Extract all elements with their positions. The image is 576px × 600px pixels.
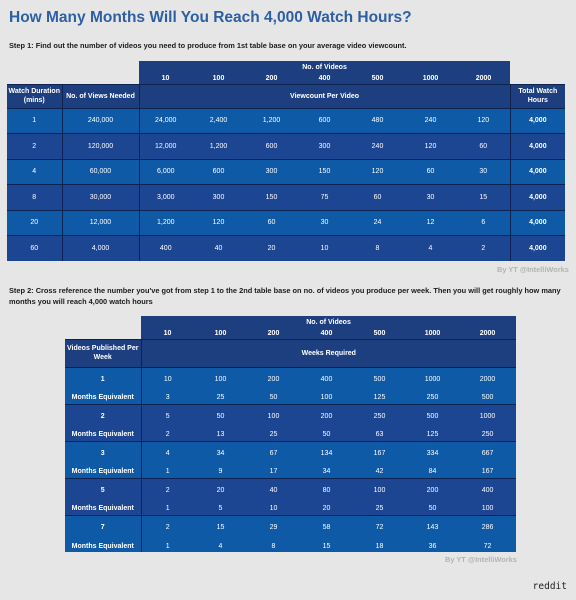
watch-duration-cell: 4	[7, 159, 62, 185]
weeks-cell: 5	[141, 404, 194, 429]
weeks-cell: 29	[247, 515, 300, 540]
weeks-cell: 34	[194, 441, 247, 466]
watch-duration-cell: 8	[7, 185, 62, 211]
weeks-cell: 100	[247, 404, 300, 429]
weeks-cell: 15	[194, 515, 247, 540]
months-row	[65, 503, 516, 515]
months-cell: 9	[194, 466, 247, 478]
weeks-cell: 1000	[406, 367, 459, 392]
weeks-cell: 20	[194, 478, 247, 503]
months-cell: 125	[406, 429, 459, 441]
months-cell: 63	[353, 429, 406, 441]
page-title: How Many Months Will You Reach 4,000 Watch Hours?	[9, 9, 412, 26]
viewcount-cell: 2	[457, 236, 510, 262]
weeks-cell: 667	[459, 441, 516, 466]
viewcount-cell: 1,200	[192, 134, 245, 160]
video-count-header: 400	[300, 328, 353, 339]
weeks-cell: 400	[459, 478, 516, 503]
viewcount-cell: 30	[298, 210, 351, 236]
video-count-header: 10	[141, 328, 194, 339]
months-cell: 500	[459, 392, 516, 404]
months-cell: 20	[300, 503, 353, 515]
months-cell: 250	[459, 429, 516, 441]
months-cell: 4	[194, 540, 247, 552]
months-cell: 3	[141, 392, 194, 404]
watch-duration-header: Watch Duration (mins)	[7, 84, 62, 108]
total-watch-hours-header: Total Watch Hours	[510, 84, 565, 108]
weeks-cell: 50	[194, 404, 247, 429]
reddit-watermark: reddit	[532, 581, 567, 592]
videos-per-week-cell: 1	[65, 367, 141, 392]
months-cell: 25	[247, 429, 300, 441]
video-count-header: 100	[194, 328, 247, 339]
watch-duration-cell: 2	[7, 134, 62, 160]
months-cell: 72	[459, 540, 516, 552]
total-watch-hours-cell: 4,000	[510, 108, 565, 134]
months-cell: 18	[353, 540, 406, 552]
viewcount-cell: 10	[298, 236, 351, 262]
viewcount-cell: 60	[245, 210, 298, 236]
viewcount-cell: 120	[404, 134, 457, 160]
video-count-header: 2000	[459, 328, 516, 339]
weeks-cell: 2000	[459, 367, 516, 392]
viewcount-cell: 120	[192, 210, 245, 236]
months-cell: 15	[300, 540, 353, 552]
video-count-header: 400	[298, 73, 351, 84]
months-cell: 1	[141, 540, 194, 552]
weeks-cell: 67	[247, 441, 300, 466]
videos-per-week-cell: 5	[65, 478, 141, 503]
months-row	[65, 429, 516, 441]
weeks-cell: 58	[300, 515, 353, 540]
months-cell: 5	[194, 503, 247, 515]
watch-duration-cell: 20	[7, 210, 62, 236]
months-equivalent-label: Months Equivalent	[65, 392, 141, 404]
months-cell: 25	[353, 503, 406, 515]
viewcount-cell: 150	[298, 159, 351, 185]
viewcount-cell: 6,000	[139, 159, 192, 185]
weeks-cell: 134	[300, 441, 353, 466]
months-cell: 13	[194, 429, 247, 441]
viewcount-cell: 600	[192, 159, 245, 185]
weeks-row	[65, 404, 516, 429]
viewcount-cell: 300	[245, 159, 298, 185]
weeks-row	[65, 441, 516, 466]
weeks-cell: 250	[353, 404, 406, 429]
viewcount-cell: 4	[404, 236, 457, 262]
months-row	[65, 540, 516, 552]
weeks-cell: 143	[406, 515, 459, 540]
total-watch-hours-cell: 4,000	[510, 236, 565, 262]
total-watch-hours-cell: 4,000	[510, 185, 565, 211]
weeks-cell: 100	[353, 478, 406, 503]
viewcount-cell: 30	[457, 159, 510, 185]
video-count-header: 2000	[457, 73, 510, 84]
weeks-cell: 80	[300, 478, 353, 503]
videos-per-week-cell: 7	[65, 515, 141, 540]
viewcount-cell: 600	[298, 108, 351, 134]
total-watch-hours-cell: 4,000	[510, 159, 565, 185]
weeks-cell: 334	[406, 441, 459, 466]
weeks-cell: 72	[353, 515, 406, 540]
credit-text: By YT @IntelliWorks	[445, 555, 517, 564]
viewcount-cell: 24,000	[139, 108, 192, 134]
weeks-cell: 2	[141, 515, 194, 540]
video-count-header: 500	[351, 73, 404, 84]
viewcount-cell: 8	[351, 236, 404, 262]
total-watch-hours-cell: 4,000	[510, 210, 565, 236]
viewcount-cell: 400	[139, 236, 192, 262]
viewcount-cell: 600	[245, 134, 298, 160]
months-cell: 250	[406, 392, 459, 404]
credit-text: By YT @IntelliWorks	[497, 265, 569, 274]
weeks-cell: 10	[141, 367, 194, 392]
viewcount-cell: 120	[457, 108, 510, 134]
views-needed-header: No. of Views Needed	[62, 84, 139, 108]
months-row	[65, 466, 516, 478]
months-cell: 100	[300, 392, 353, 404]
viewcount-cell: 240	[351, 134, 404, 160]
months-cell: 10	[247, 503, 300, 515]
viewcount-cell: 60	[404, 159, 457, 185]
months-cell: 50	[406, 503, 459, 515]
video-count-header: 10	[139, 73, 192, 84]
table-row	[7, 210, 565, 236]
months-cell: 50	[300, 429, 353, 441]
videos-per-week-cell: 3	[65, 441, 141, 466]
table-row	[7, 185, 565, 211]
videos-per-week-cell: 2	[65, 404, 141, 429]
weeks-cell: 167	[353, 441, 406, 466]
months-cell: 34	[300, 466, 353, 478]
viewcount-cell: 300	[298, 134, 351, 160]
viewcount-cell: 15	[457, 185, 510, 211]
step1-text: Step 1: Find out the number of videos you need to produce from 1st table base on your average video viewcount.	[9, 41, 407, 50]
video-count-header: 200	[247, 328, 300, 339]
viewcount-cell: 60	[351, 185, 404, 211]
viewcount-cell: 1,200	[245, 108, 298, 134]
total-watch-hours-cell: 4,000	[510, 134, 565, 160]
video-count-header: 200	[245, 73, 298, 84]
no-of-videos-header: No. of Videos	[141, 316, 516, 328]
weeks-cell: 200	[406, 478, 459, 503]
months-row	[65, 392, 516, 404]
watch-duration-cell: 1	[7, 108, 62, 134]
views-needed-cell: 120,000	[62, 134, 139, 160]
months-equivalent-label: Months Equivalent	[65, 466, 141, 478]
months-cell: 84	[406, 466, 459, 478]
viewcount-cell: 120	[351, 159, 404, 185]
viewcount-cell: 240	[404, 108, 457, 134]
video-count-header: 1000	[404, 73, 457, 84]
views-needed-cell: 60,000	[62, 159, 139, 185]
viewcount-cell: 12	[404, 210, 457, 236]
months-cell: 1	[141, 503, 194, 515]
views-needed-cell: 12,000	[62, 210, 139, 236]
weeks-cell: 400	[300, 367, 353, 392]
weeks-required-header: Weeks Required	[141, 339, 516, 367]
video-count-header: 1000	[406, 328, 459, 339]
weeks-cell: 100	[194, 367, 247, 392]
viewcount-cell: 3,000	[139, 185, 192, 211]
views-needed-cell: 4,000	[62, 236, 139, 262]
weeks-cell: 4	[141, 441, 194, 466]
viewcount-cell: 30	[404, 185, 457, 211]
table-row	[7, 236, 565, 262]
weeks-cell: 286	[459, 515, 516, 540]
watch-duration-cell: 60	[7, 236, 62, 262]
video-count-header: 500	[353, 328, 406, 339]
weeks-cell: 2	[141, 478, 194, 503]
viewcount-cell: 24	[351, 210, 404, 236]
table-row	[7, 159, 565, 185]
months-cell: 17	[247, 466, 300, 478]
months-cell: 125	[353, 392, 406, 404]
no-of-videos-header: No. of Videos	[139, 61, 510, 73]
months-cell: 100	[459, 503, 516, 515]
viewcount-cell: 60	[457, 134, 510, 160]
months-required-table	[65, 316, 516, 552]
table-row	[7, 134, 565, 160]
videos-per-week-header: Videos Published Per Week	[65, 339, 141, 367]
weeks-cell: 500	[406, 404, 459, 429]
months-equivalent-label: Months Equivalent	[65, 503, 141, 515]
viewcount-cell: 480	[351, 108, 404, 134]
viewcount-cell: 150	[245, 185, 298, 211]
weeks-row	[65, 515, 516, 540]
views-needed-cell: 30,000	[62, 185, 139, 211]
months-equivalent-label: Months Equivalent	[65, 540, 141, 552]
views-needed-cell: 240,000	[62, 108, 139, 134]
weeks-cell: 40	[247, 478, 300, 503]
months-cell: 167	[459, 466, 516, 478]
months-cell: 42	[353, 466, 406, 478]
viewcount-cell: 6	[457, 210, 510, 236]
months-cell: 8	[247, 540, 300, 552]
weeks-cell: 200	[247, 367, 300, 392]
viewcount-cell: 300	[192, 185, 245, 211]
months-cell: 2	[141, 429, 194, 441]
viewcount-cell: 75	[298, 185, 351, 211]
weeks-cell: 1000	[459, 404, 516, 429]
months-cell: 25	[194, 392, 247, 404]
viewcount-cell: 40	[192, 236, 245, 262]
weeks-cell: 200	[300, 404, 353, 429]
weeks-row	[65, 478, 516, 503]
weeks-cell: 500	[353, 367, 406, 392]
viewcount-cell: 12,000	[139, 134, 192, 160]
months-cell: 50	[247, 392, 300, 404]
viewcount-cell: 20	[245, 236, 298, 262]
videos-needed-table	[7, 61, 565, 261]
viewcount-cell: 2,400	[192, 108, 245, 134]
table-row	[7, 108, 565, 134]
step2-text: Step 2: Cross reference the number you've got from step 1 to the 2nd table base on no. of videos you produce per week. Then you will get roughly how many months you will reach 4,000 watch hours	[9, 286, 561, 306]
months-cell: 1	[141, 466, 194, 478]
viewcount-per-video-header: Viewcount Per Video	[139, 84, 510, 108]
weeks-row	[65, 367, 516, 392]
months-equivalent-label: Months Equivalent	[65, 429, 141, 441]
viewcount-cell: 1,200	[139, 210, 192, 236]
months-cell: 36	[406, 540, 459, 552]
video-count-header: 100	[192, 73, 245, 84]
